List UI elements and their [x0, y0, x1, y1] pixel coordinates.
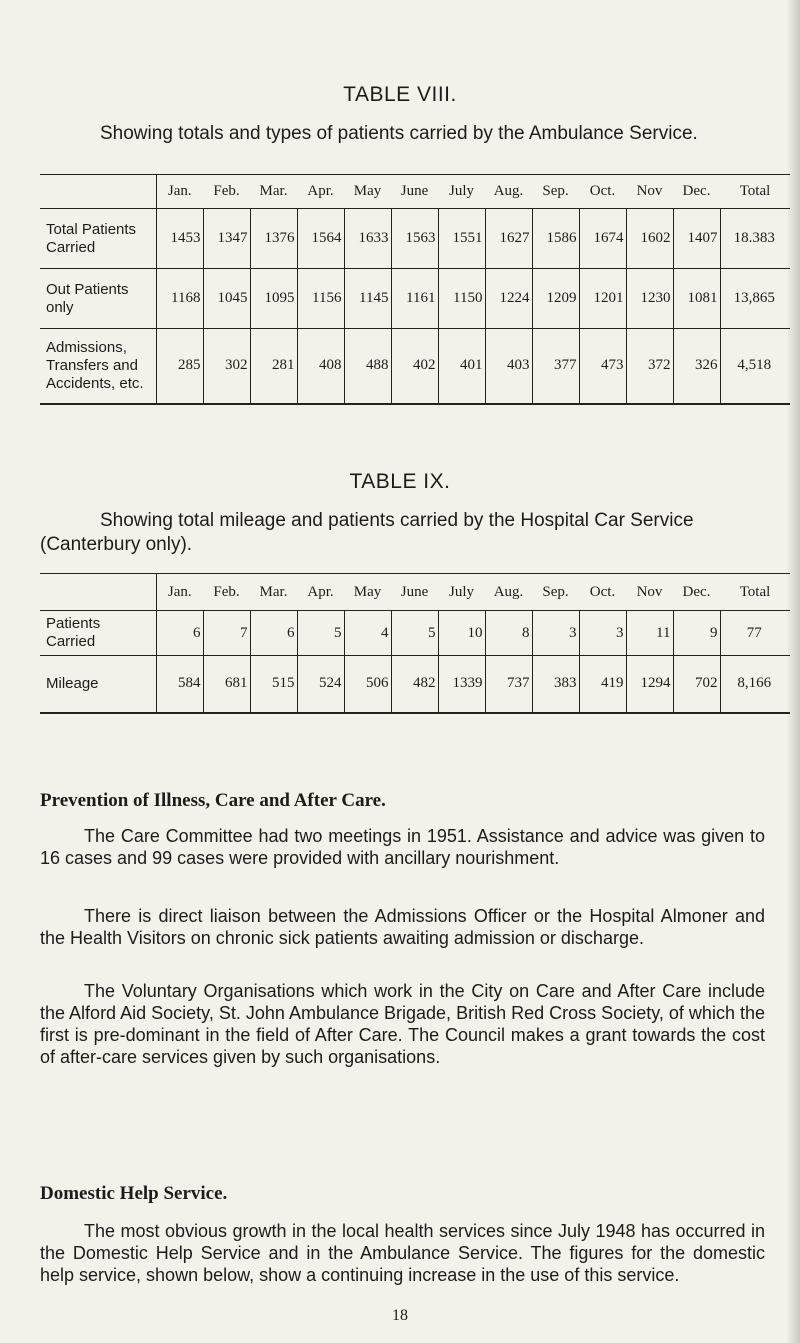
column-header: Jan. — [156, 574, 203, 611]
table-ix-caption-text: Showing total mileage and patients carried by the Hospital Car Service (Canterbury only). — [40, 510, 694, 555]
table-cell: 7 — [203, 611, 250, 656]
table-cell: 3 — [579, 611, 626, 656]
table-cell: 1453 — [156, 209, 203, 269]
column-header: Aug. — [485, 574, 532, 611]
table-cell: 77 — [720, 611, 790, 656]
table-cell: 377 — [532, 329, 579, 404]
table-cell: 1586 — [532, 209, 579, 269]
column-header: Sep. — [532, 175, 579, 209]
table-ix — [40, 573, 790, 714]
table-cell: 1339 — [438, 656, 485, 713]
table-cell: 1081 — [673, 269, 720, 329]
table-cell: 1633 — [344, 209, 391, 269]
table-cell: 1145 — [344, 269, 391, 329]
table-cell: 1564 — [297, 209, 344, 269]
column-header: Apr. — [297, 574, 344, 611]
table-cell: 584 — [156, 656, 203, 713]
column-header: Nov — [626, 574, 673, 611]
table-cell: 1407 — [673, 209, 720, 269]
table-ix-corner — [40, 574, 156, 611]
table-viii-corner — [40, 175, 156, 209]
prevention-paragraph-1: The Care Committee had two meetings in 1951. Assistance and advice was given to 16 cases and 99 cases were provided with ancillary nourishment. — [40, 826, 765, 868]
column-header: Dec. — [673, 574, 720, 611]
table-cell: 11 — [626, 611, 673, 656]
table-cell: 1209 — [532, 269, 579, 329]
column-header: Mar. — [250, 175, 297, 209]
table-cell: 1376 — [250, 209, 297, 269]
column-header: June — [391, 175, 438, 209]
table-cell: 702 — [673, 656, 720, 713]
column-header: July — [438, 574, 485, 611]
column-header: Aug. — [485, 175, 532, 209]
column-header: Sep. — [532, 574, 579, 611]
table-cell: 5 — [297, 611, 344, 656]
column-header: Jan. — [156, 175, 203, 209]
table-row — [40, 611, 790, 656]
table-cell: 4 — [344, 611, 391, 656]
row-label: Patients Carried — [40, 611, 156, 656]
table-cell: 482 — [391, 656, 438, 713]
table-cell: 5 — [391, 611, 438, 656]
prevention-paragraph-3: The Voluntary Organisations which work in the City on Care and After Care include the Alford Aid Society, St. John Ambulance Brigade, British Red Cross Society, of which the first is pre-dominant in the field of After Care. The Council makes a grant towards the cost of after-care services given by such organisations. — [40, 981, 765, 1067]
table-cell: 1156 — [297, 269, 344, 329]
page-number: 18 — [392, 1307, 408, 1324]
table-row — [40, 656, 790, 713]
table-row — [40, 209, 790, 269]
table-ix-header-row — [40, 574, 790, 611]
column-header: Total — [720, 175, 790, 209]
table-cell: 13,865 — [720, 269, 790, 329]
row-label: Mileage — [40, 656, 156, 713]
table-cell: 6 — [156, 611, 203, 656]
table-cell: 1294 — [626, 656, 673, 713]
table-cell: 419 — [579, 656, 626, 713]
table-cell: 1230 — [626, 269, 673, 329]
prevention-heading: Prevention of Illness, Care and After Care. — [40, 790, 386, 811]
column-header: Oct. — [579, 574, 626, 611]
table-cell: 9 — [673, 611, 720, 656]
table-viii — [40, 174, 790, 405]
table-cell: 1168 — [156, 269, 203, 329]
table-cell: 401 — [438, 329, 485, 404]
table-cell: 506 — [344, 656, 391, 713]
table-cell: 1150 — [438, 269, 485, 329]
table-cell: 18.383 — [720, 209, 790, 269]
table-cell: 515 — [250, 656, 297, 713]
table-cell: 4,518 — [720, 329, 790, 404]
column-header: May — [344, 175, 391, 209]
table-viii-title: TABLE VIII. — [343, 83, 457, 106]
column-header: Dec. — [673, 175, 720, 209]
row-label: Out Patients only — [40, 269, 156, 329]
table-cell: 8,166 — [720, 656, 790, 713]
table-ix-title: TABLE IX. — [349, 470, 451, 493]
table-row — [40, 269, 790, 329]
table-cell: 524 — [297, 656, 344, 713]
table-cell: 383 — [532, 656, 579, 713]
table-cell: 1347 — [203, 209, 250, 269]
column-header: Apr. — [297, 175, 344, 209]
column-header: Feb. — [203, 175, 250, 209]
table-cell: 403 — [485, 329, 532, 404]
row-label: Total Patients Carried — [40, 209, 156, 269]
table-cell: 1224 — [485, 269, 532, 329]
table-cell: 1045 — [203, 269, 250, 329]
table-cell: 1563 — [391, 209, 438, 269]
table-cell: 1602 — [626, 209, 673, 269]
table-viii-caption — [40, 122, 760, 146]
table-viii-header-row — [40, 175, 790, 209]
table-cell: 1551 — [438, 209, 485, 269]
table-cell: 1674 — [579, 209, 626, 269]
table-cell: 402 — [391, 329, 438, 404]
table-cell: 326 — [673, 329, 720, 404]
table-cell: 372 — [626, 329, 673, 404]
table-cell: 8 — [485, 611, 532, 656]
table-row — [40, 329, 790, 404]
table-cell: 681 — [203, 656, 250, 713]
column-header: July — [438, 175, 485, 209]
table-cell: 1095 — [250, 269, 297, 329]
column-header: Total — [720, 574, 790, 611]
table-cell: 473 — [579, 329, 626, 404]
table-cell: 285 — [156, 329, 203, 404]
table-cell: 6 — [250, 611, 297, 656]
domestic-heading: Domestic Help Service. — [40, 1183, 228, 1204]
column-header: May — [344, 574, 391, 611]
table-cell: 302 — [203, 329, 250, 404]
column-header: June — [391, 574, 438, 611]
column-header: Oct. — [579, 175, 626, 209]
table-viii-caption-text: Showing totals and types of patients carried by the Ambulance Service. — [100, 123, 698, 144]
table-cell: 281 — [250, 329, 297, 404]
table-cell: 1161 — [391, 269, 438, 329]
column-header: Mar. — [250, 574, 297, 611]
table-cell: 10 — [438, 611, 485, 656]
domestic-paragraph-1: The most obvious growth in the local health services since July 1948 has occurred in the Domestic Help Service and in the Ambulance Service. The figures for the domestic help service, shown below, show a continuing increase in the use of this service. — [40, 1221, 765, 1285]
table-cell: 737 — [485, 656, 532, 713]
row-label: Admissions, Transfers and Accidents, etc. — [40, 329, 156, 404]
prevention-paragraph-2: There is direct liaison between the Admissions Officer or the Hospital Almoner and the Health Visitors on chronic sick patients awaiting admission or discharge. — [40, 906, 765, 948]
table-cell: 1627 — [485, 209, 532, 269]
column-header: Nov — [626, 175, 673, 209]
table-cell: 1201 — [579, 269, 626, 329]
table-cell: 408 — [297, 329, 344, 404]
table-cell: 488 — [344, 329, 391, 404]
table-cell: 3 — [532, 611, 579, 656]
column-header: Feb. — [203, 574, 250, 611]
table-ix-caption — [40, 509, 760, 557]
